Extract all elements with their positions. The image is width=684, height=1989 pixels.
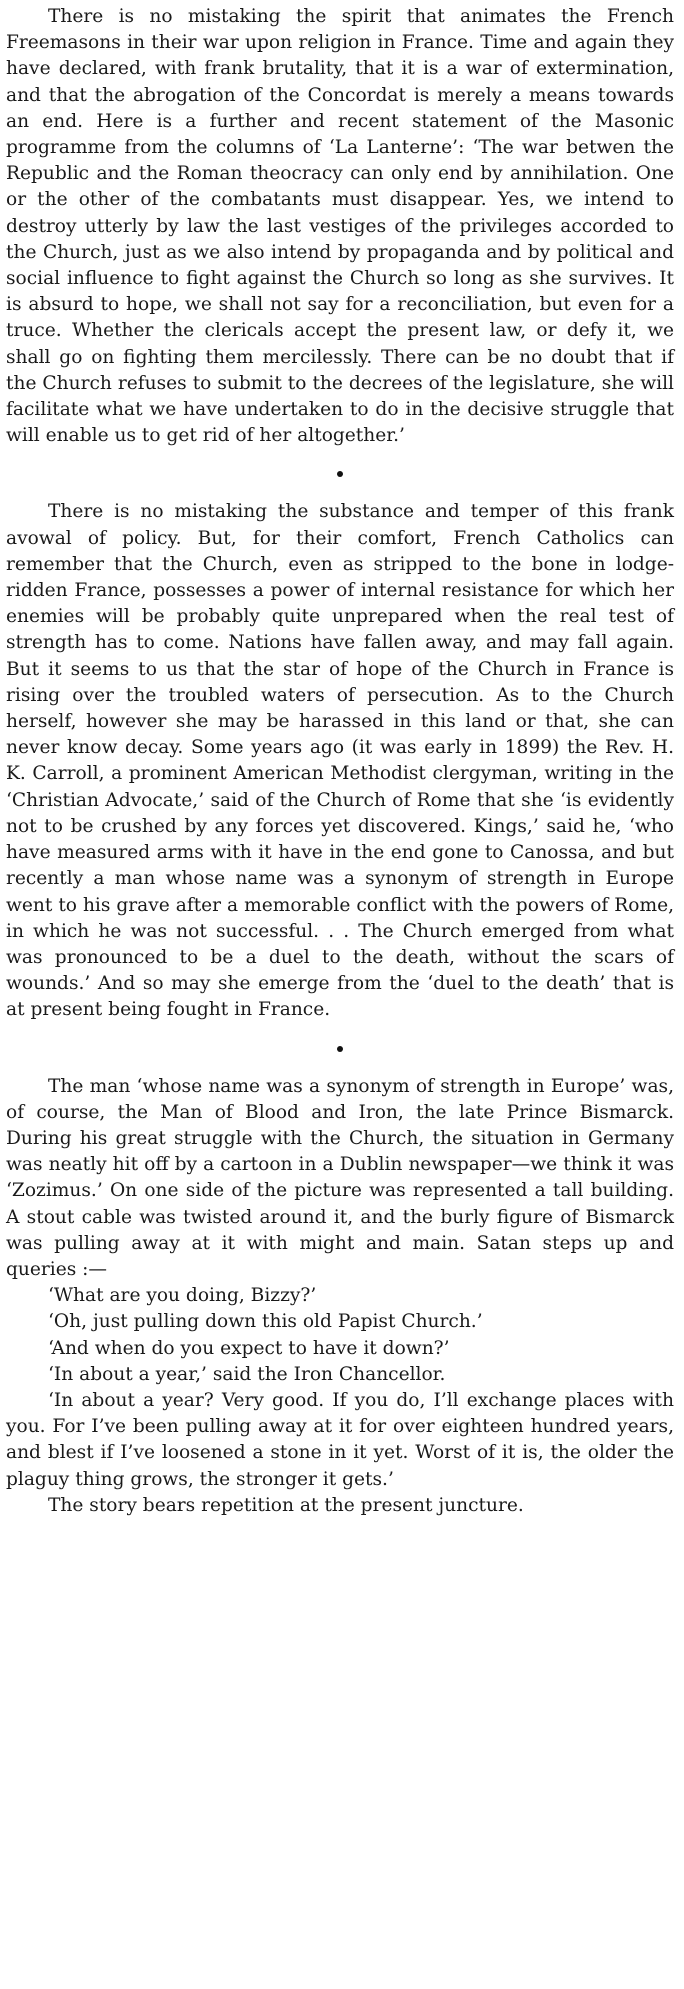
dialogue-line: ‘And when do you expect to have it down?’ — [48, 1337, 450, 1359]
paragraph-church-resistance: There is no mistaking the substance and temper of this frank avowal of policy. But, for their comfort, French Catholics can remember that the Church, even as stripped to the bone in lodge-ridden France, possesses a power of internal resistance for which her enemies will be probably quite unprepared when the real test of strength has to come. Nations have fallen away, and may fall again. But it seems to us that the star of hope of the Church in France is rising over the troubled waters of persecution. As to the Church herself, however she may be harassed in this land or that, she can never know decay. Some years ago (it was early in 1899) the Rev. H. K. Carroll, a prominent American Methodist clergyman, writing in the ‘Christian Advocate,’ said of the Church of Rome that she ‘is evidently not to be crushed by any forces yet discovered. Kings,’ said he, ‘who have measured arms with it have in the end gone to Canossa, and but recently a man whose name was a synonym of strength in Europe went to his grave after a memorable conflict with the powers of Rome, in which he was not successful. . . The Church emerged from what was pronounced to be a duel to the death, without the scars of wounds.’ And so may she emerge from the ‘duel to the death’ that is at present being fought in France. — [6, 501, 674, 1021]
dialogue-line: ‘Oh, just pulling down this old Papist Church.’ — [48, 1311, 483, 1333]
section-separator — [6, 1036, 674, 1062]
paragraph-masonic-war: There is no mistaking the spirit that animates the French Freemasons in their war upon religion in France. Time and again they have declared, with frank brutality, that it is a war of extermination, and that the abrogation of the Concordat is merely a means towards an end. Here is a further and recent statement of the Masonic programme from the columns of ‘La Lanterne’: ‘The war betwen the Republic and the Roman theocracy can only end by annihilation. One or the other of the combatants must disappear. Yes, we intend to destroy utterly by law the last vestiges of the privileges accorded to the Church, just as we also intend by propaganda and by political and social influence to fight against the Church so long as she survives. It is absurd to hope, we shall not say for a reconciliation, but even for a truce. Whether the clericals accept the present law, or defy it, we shall go on fighting them mercilessly. There can be no doubt that if the Church refuses to submit to the decrees of the legislature, she will facilitate what we have undertaken to do in the decisive struggle that will enable us to get rid of her altogether.’ — [6, 6, 674, 447]
section-separator — [6, 461, 674, 487]
document-page — [6, 4, 674, 1519]
dialogue-line: ‘What are you doing, Bizzy?’ — [48, 1285, 317, 1307]
closing-line: The story bears repetition at the present juncture. — [48, 1494, 524, 1516]
paragraph-bismarck: The man ‘whose name was a synonym of strength in Europe’ was, of course, the Man of Blood and Iron, the late Prince Bismarck. During his great struggle with the Church, the situation in Germany was neatly hit off by a cartoon in a Dublin newspaper—we think it was ‘Zozimus.’ On one side of the picture was represented a tall building. A stout cable was twisted around it, and the burly figure of Bismarck was pulling away at it with might and main. Satan steps up and queries :— — [6, 1075, 674, 1280]
bullet-icon — [337, 1046, 343, 1052]
dialogue-line: ‘In about a year,’ said the Iron Chancellor. — [48, 1363, 446, 1385]
dialogue-line: ‘In about a year? Very good. If you do, I’ll exchange places with you. For I’ve been pulling away at it for over eighteen hundred years, and blest if I’ve loosened a stone in it yet. Worst of it is, the older the plaguy thing grows, the stronger it gets.’ — [6, 1389, 674, 1490]
bullet-icon — [337, 471, 343, 477]
